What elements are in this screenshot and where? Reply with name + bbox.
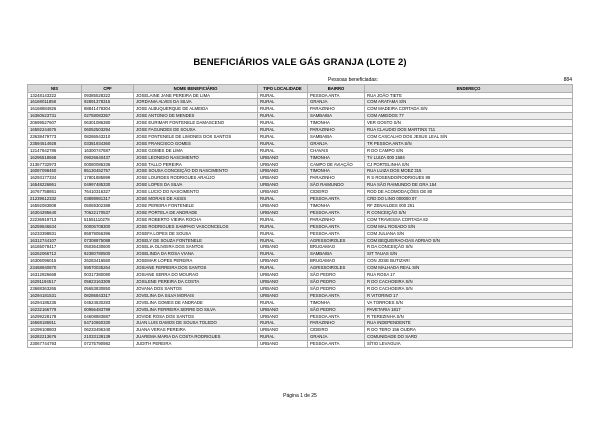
cell-cpf: 76410316327	[82, 189, 134, 196]
cell-endereco: SIT TAUAS S/N	[365, 251, 573, 258]
cell-cpf: 59570035264	[82, 265, 134, 272]
cell-bairro: PESSOA ANTA	[308, 341, 365, 348]
cell-nome: JOSIANE SERRA DO MOURAO	[134, 272, 258, 279]
cell-tipo-localidade: URBANO	[258, 161, 308, 168]
cell-endereco: ROD DE ACOMODAÇÕES DE 80	[365, 189, 573, 196]
cell-nis: 16296518568	[28, 154, 82, 161]
cell-endereco: VER GOSTO S/N	[365, 120, 573, 127]
cell-tipo-localidade: RURAL	[258, 299, 308, 306]
cell-cpf: 85130452757	[82, 168, 134, 175]
cell-bairro: PARAZINHO	[308, 175, 365, 182]
cell-cpf: 07308875088	[82, 237, 134, 244]
cell-tipo-localidade: URBANO	[258, 168, 308, 175]
table-row	[28, 327, 573, 334]
cell-nome: JOVANA DOS SANTOS	[134, 285, 258, 292]
cell-bairro: PARAZINHO	[308, 106, 365, 113]
cell-endereco: SÍTIO LEVAGUIA	[365, 341, 573, 348]
cell-nis: 12147842786	[28, 147, 82, 154]
cell-nome: JOSE ANTONIO DE MENDES	[134, 113, 258, 120]
cell-nome: JOSE RODRIGUES SAMPAIO VASCONCELOS	[134, 223, 258, 230]
cell-endereco: CJ PORTELINHA S/N	[365, 161, 573, 168]
cell-tipo-localidade: RURAL	[258, 216, 308, 223]
column-header-bairro: BAIRRO	[308, 85, 365, 93]
cell-bairro: SAMBAIBA	[308, 113, 365, 120]
cell-cpf: 06233496340	[82, 327, 134, 334]
cell-nome: JOSE SOUSA CONCEIÇÃO DO NASCIMENTO	[134, 168, 258, 175]
cell-nis: 16299108803	[28, 327, 82, 334]
cell-nome: JOVELINA DA SILVA MORAIS	[134, 292, 258, 299]
cell-tipo-localidade: RURAL	[258, 334, 308, 341]
cell-nome: JOSE LOPES DA SILVA	[134, 182, 258, 189]
cell-nis: 16767758851	[28, 189, 82, 196]
cell-bairro: SAMBAIBA	[308, 133, 365, 140]
cell-tipo-localidade: RURAL	[258, 223, 308, 230]
cell-nome: JOSEFA LOPES DE SOUSA	[134, 230, 258, 237]
table-row	[28, 292, 573, 299]
cell-tipo-localidade: RURAL	[258, 99, 308, 106]
table-row	[28, 168, 573, 175]
table-header-row	[28, 85, 573, 93]
cell-endereco: R S ROSENDO/RODRIGUES 89	[365, 175, 573, 182]
cell-nis: 16294181531	[28, 292, 82, 299]
table-row	[28, 251, 573, 258]
column-header-tipo-localidade: TIPO LOCALIDADE	[258, 85, 308, 93]
cell-tipo-localidade: URBANO	[258, 313, 308, 320]
cell-cpf: 07275790982	[82, 341, 134, 348]
cell-nis: 16087098450	[28, 168, 82, 175]
cell-endereco: R DO CAMPO S/N	[365, 147, 573, 154]
cell-cpf: 00317380080	[82, 272, 134, 279]
cell-nis: 13248143222	[28, 92, 82, 99]
cell-nis: 23468940870	[28, 265, 82, 272]
cell-tipo-localidade: URBANO	[258, 244, 308, 251]
cell-bairro: PARAZINHO	[308, 127, 365, 134]
cell-endereco: COM AMEIDOS 77	[365, 113, 573, 120]
cell-nome: JOSE EURIMAR FONTENELE DAMASCENO	[134, 120, 258, 127]
cell-nome: JOSELINDA DA ROSA VIANA	[134, 251, 258, 258]
cell-endereco: COM JULIANA S/N	[365, 230, 573, 237]
cell-cpf: 06052503294	[82, 127, 134, 134]
cell-tipo-localidade: URBANO	[258, 285, 308, 292]
cell-endereco: TR PESSOA ANTA S/N	[365, 140, 573, 147]
cell-bairro: TIMONHA	[308, 203, 365, 210]
cell-nome: JOSE TALLO PEREIRA	[134, 161, 258, 168]
cell-tipo-localidade: URBANO	[258, 306, 308, 313]
cell-bairro: AGRISSOIROLES	[308, 265, 365, 272]
cell-bairro: PESSOA ANTA	[308, 292, 365, 299]
cell-tipo-localidade: URBANO	[258, 182, 308, 189]
table-row	[28, 203, 573, 210]
cell-nome: JOSE ALBUQUERQUE DE ALMEIDA	[134, 106, 258, 113]
table-row	[28, 120, 573, 127]
table-body	[28, 92, 573, 348]
cell-cpf: 21033139139	[82, 334, 134, 341]
cell-nome: JOSELAINE JANE PEREIRA DE LIMA	[134, 92, 258, 99]
cell-cpf: 92380780500	[82, 251, 134, 258]
cell-cpf: 05036430600	[82, 244, 134, 251]
cell-cpf: 03898981317	[82, 196, 134, 203]
cell-nis: 16304295640	[28, 209, 82, 216]
cell-bairro: PARAZINHO	[308, 320, 365, 327]
cell-nis: 23638479773	[28, 133, 82, 140]
table-row	[28, 320, 573, 327]
cell-endereco: R DO CACHOEIRA S/N	[365, 285, 573, 292]
table-row	[28, 285, 573, 292]
cell-endereco: R DA CONCEIÇÃO S/N	[365, 244, 573, 251]
table-row	[28, 140, 573, 147]
cell-bairro: PESSOA ANTA	[308, 92, 365, 99]
cell-bairro: SÃO PEDRO	[308, 285, 365, 292]
cell-nome: JOSE FRANCISCO GOMES	[134, 140, 258, 147]
cell-nis: 16360623731	[28, 113, 82, 120]
cell-tipo-localidade: RURAL	[258, 106, 308, 113]
table-row	[28, 92, 573, 99]
cell-bairro: TIMONHA	[308, 120, 365, 127]
cell-nis: 16312744107	[28, 237, 82, 244]
cell-nome: JOSIANE FERREIRA DOS SANTOS	[134, 265, 258, 272]
cell-nis: 16262066712	[28, 251, 82, 258]
cell-endereco: RF ZENAILDES 000 251	[365, 203, 573, 210]
cell-nome: JOSE FONTENELE DE LIMONES DOS SANTOS	[134, 133, 258, 140]
cell-tipo-localidade: RURAL	[258, 320, 308, 327]
page-title: BENEFICIÁRIOS VALE GÁS GRANJA (LOTE 2)	[193, 57, 407, 68]
cell-nis: 16282213676	[28, 334, 82, 341]
cell-endereco: R DO CACHOEIRA S/N	[365, 278, 573, 285]
cell-cpf: 00080085336	[82, 161, 134, 168]
cell-tipo-localidade: RURAL	[258, 230, 308, 237]
table-row	[28, 127, 573, 134]
cell-endereco: RUA CLAUDIO DOS MARTINS 711	[365, 127, 573, 134]
cell-endereco: COM CASCALHO DOS JESUS LEAL S/N	[365, 133, 573, 140]
cell-bairro: GRANJA	[308, 99, 365, 106]
cell-endereco: R TEREZINHA S/N	[365, 313, 573, 320]
cell-endereco: COM MALHADA REAL S/N	[365, 265, 573, 272]
cell-nome: JOSE GOMES DE LIMA	[134, 147, 258, 154]
cell-nis: 16306096015	[28, 258, 82, 265]
cell-nis: 16168884826	[28, 106, 82, 113]
cell-tipo-localidade: URBANO	[258, 189, 308, 196]
cell-nome: JOSE PORTELA DE ANDRADE	[134, 209, 258, 216]
cell-tipo-localidade: URBANO	[258, 175, 308, 182]
cell-tipo-localidade: RURAL	[258, 127, 308, 134]
cell-nis: 16233398831	[28, 230, 82, 237]
cell-cpf: 06301086380	[82, 120, 134, 127]
cell-bairro: SÃO PEDRO	[308, 272, 365, 279]
cell-nome: JUANA VERAS PEREIRA	[134, 327, 258, 334]
cell-bairro: TIMONHA	[308, 299, 365, 306]
cell-nis: 23688363265	[28, 285, 82, 292]
column-header-nis: NIS	[28, 85, 82, 93]
cell-tipo-localidade: RURAL	[258, 133, 308, 140]
table-row	[28, 299, 573, 306]
cell-bairro: GRANJA	[308, 140, 365, 147]
table-row	[28, 265, 573, 272]
cell-cpf: 00006708300	[82, 223, 134, 230]
table-row	[28, 182, 573, 189]
cell-bairro: BRUGAMAO	[308, 244, 365, 251]
cell-tipo-localidade: RURAL	[258, 120, 308, 127]
cell-endereco: CRD DO LINO 000000 07	[365, 196, 573, 203]
cell-nis: 16299228178	[28, 313, 82, 320]
cell-tipo-localidade: URBANO	[258, 154, 308, 161]
cell-bairro: SÃO PEDRO	[308, 278, 365, 285]
cell-endereco: PAVETARIA 1817	[365, 306, 573, 313]
cell-endereco: R CONCEIÇÃO S/N	[365, 209, 573, 216]
cell-bairro: PESSOA ANTA	[308, 209, 365, 216]
table-row	[28, 133, 573, 140]
cell-bairro: BRUGAMAO	[308, 258, 365, 265]
cell-cpf: 85879056396	[82, 230, 134, 237]
cell-bairro: PARAZINHO	[308, 216, 365, 223]
cell-tipo-localidade: RURAL	[258, 140, 308, 147]
table-row	[28, 334, 573, 341]
cell-tipo-localidade: URBANO	[258, 272, 308, 279]
cell-nis: 16165078417	[28, 244, 82, 251]
cell-cpf: 09385528322	[82, 92, 134, 99]
table-row	[28, 196, 573, 203]
cell-cpf: 88841478304	[82, 106, 134, 113]
cell-bairro: GRANJA	[308, 334, 365, 341]
cell-cpf: 04608883887	[82, 313, 134, 320]
table-row	[28, 154, 573, 161]
cell-nis: 20699527607	[28, 120, 82, 127]
cell-cpf: 05823163309	[82, 278, 134, 285]
cell-bairro: PESSOA ANTA	[308, 196, 365, 203]
page-footer: Página 1 de 25	[283, 393, 317, 399]
cell-bairro: CHAVAIS	[308, 147, 365, 154]
cell-bairro: PESSOA ANTA	[308, 230, 365, 237]
cell-bairro: CIDEIRO	[308, 327, 365, 334]
cell-tipo-localidade: URBANO	[258, 278, 308, 285]
table-row	[28, 272, 573, 279]
cell-endereco: COM TRAVESSA CORTADA 82	[365, 216, 573, 223]
cell-cpf: 70622170537	[82, 209, 134, 216]
cell-endereco: COM MAL ROSADO S/N	[365, 223, 573, 230]
column-header-endereco: ENDEREÇO	[365, 85, 573, 93]
cell-nis: 16291194517	[28, 278, 82, 285]
cell-cpf: 17801885899	[82, 175, 134, 182]
cell-cpf: 05653830850	[82, 285, 134, 292]
cell-endereco: RUA SÃO RAIMUNDO DE GRA 154	[365, 182, 573, 189]
cell-tipo-localidade: URBANO	[258, 292, 308, 299]
cell-nis: 23594514928	[28, 140, 82, 147]
cell-bairro: CAMPO DE AVIAÇÃO	[308, 161, 365, 168]
cell-endereco: R VITORINO 17	[365, 292, 573, 299]
cell-nome: JOSELY DE SOUZA FONTENELE	[134, 237, 258, 244]
cell-endereco: RUA LUIZA DOS MOEZ 315	[365, 168, 573, 175]
cell-endereco: COM ARATAMA S/N	[365, 99, 573, 106]
cell-endereco: CON JOSE BUTIZARI	[365, 258, 573, 265]
cell-tipo-localidade: URBANO	[258, 327, 308, 334]
table-row	[28, 313, 573, 320]
cell-bairro: TIMONHA	[308, 168, 365, 175]
cell-endereco: COM BEQUEIRAO-DAS ADRIAO S/N	[365, 237, 573, 244]
table-row	[28, 147, 573, 154]
cell-bairro: PESSOA ANTA	[308, 313, 365, 320]
cell-tipo-localidade: RURAL	[258, 237, 308, 244]
cell-bairro: AGRISSOIROLES	[308, 237, 365, 244]
cell-bairro: CIDEIRO	[308, 189, 365, 196]
table-row	[28, 189, 573, 196]
cell-tipo-localidade: URBANO	[258, 341, 308, 348]
table-row	[28, 209, 573, 216]
beneficiaries-table	[27, 84, 573, 348]
cell-cpf: 51551110278	[82, 216, 134, 223]
table-row	[28, 258, 573, 265]
cell-tipo-localidade: RURAL	[258, 113, 308, 120]
cell-nis: 16259546634	[28, 223, 82, 230]
cell-nome: JUDITH PEREIRA	[134, 341, 258, 348]
table-row	[28, 244, 573, 251]
cell-tipo-localidade: RURAL	[258, 251, 308, 258]
cell-nome: JOVIDE ROSA DOS SANTOS	[134, 313, 258, 320]
cell-tipo-localidade: RURAL	[258, 196, 308, 203]
table-row	[28, 223, 573, 230]
cell-nome: JOSELIA OLIVEIRA DOS SANTOS	[134, 244, 258, 251]
cell-endereco: VA TORROES S/N	[365, 299, 573, 306]
cell-bairro: SAMBAIBA	[308, 251, 365, 258]
total-label: Pessoas beneficiadas:	[328, 77, 379, 83]
cell-cpf: 16300747687	[82, 147, 134, 154]
cell-nis: 21367732973	[28, 161, 82, 168]
cell-cpf: 09026640437	[82, 154, 134, 161]
cell-nis: 21239612332	[28, 196, 82, 203]
column-header-nome: NOME BENEFICIÁRIO	[134, 85, 258, 93]
cell-nome: JUAN LUIS DAMOS DE SOUSA TOLEDO	[134, 320, 258, 327]
cell-cpf: 08286843317	[82, 292, 134, 299]
cell-endereco: R DO TERO 156 OUDRA	[365, 327, 573, 334]
cell-tipo-localidade: RURAL	[258, 92, 308, 99]
cell-cpf: 02758083357	[82, 113, 134, 120]
cell-bairro: SÃO RAIMUNDO	[308, 182, 365, 189]
table-row	[28, 161, 573, 168]
cell-nome: JUAREMA MARIA DA COSTA RODRIGUES	[134, 334, 258, 341]
cell-endereco: RUA ROSA 17	[365, 272, 573, 279]
cell-nome: JOSE LUCIO DO NASCIMENTO	[134, 189, 258, 196]
cell-endereco: COMUNIDADE DO SARD	[365, 334, 573, 341]
cell-nome: JOVELINA GOMES DE ANDRADE	[134, 299, 258, 306]
cell-nome: JOSE LOURDES RODRIGUES ARAÚJO	[134, 175, 258, 182]
cell-nome: JOSE MORAIS DE ASSIS	[134, 196, 258, 203]
cell-nis: 16548226861	[28, 182, 82, 189]
cell-tipo-localidade: URBANO	[258, 258, 308, 265]
cell-nis: 16592244675	[28, 127, 82, 134]
cell-endereco: TV LUIZA 000 1684	[365, 154, 573, 161]
table-row	[28, 230, 573, 237]
cell-nome: JOSILENE PEREIRA DA COSTA	[134, 278, 258, 285]
cell-cpf: 92891378315	[82, 99, 134, 106]
cell-nome: JOSE LEONIDIO NASCIMENTO	[134, 154, 258, 161]
cell-nome: JOVELINA FERREIRA SERRE DO SILVA	[134, 306, 258, 313]
cell-bairro: PESSOA ANTA	[308, 223, 365, 230]
cell-cpf: 00956483799	[82, 306, 134, 313]
cell-nis: 16232166779	[28, 306, 82, 313]
cell-endereco: COM MADEIRA CORTADA S/N	[365, 106, 573, 113]
cell-cpf: 05069302388	[82, 203, 134, 210]
cell-endereco: RUA JOÃO TIETE	[365, 92, 573, 99]
cell-nome: JORDANIA ALVES DA SILVA	[134, 99, 258, 106]
total-value: 884	[563, 77, 572, 83]
cell-nome: JOSE ROBERTO VIEIRA ROCHA	[134, 216, 258, 223]
cell-endereco: RUA INDEPENDENTE	[365, 320, 573, 327]
cell-cpf: 26283416550	[82, 258, 134, 265]
cell-nis: 23067744793	[28, 341, 82, 348]
cell-bairro: SÃO PEDRO	[308, 306, 365, 313]
cell-cpf: 54710650330	[82, 320, 134, 327]
column-header-cpf: CPF	[82, 85, 134, 93]
table-row	[28, 278, 573, 285]
cell-bairro: TIMONHA	[308, 154, 365, 161]
cell-nis: 16168011858	[28, 99, 82, 106]
table-row	[28, 106, 573, 113]
cell-nis: 22236919713	[28, 216, 82, 223]
cell-nome: JOSE FAGUNDES DE SOUSA	[134, 127, 258, 134]
cell-tipo-localidade: URBANO	[258, 209, 308, 216]
cell-nome: JOSE PEREIRA FONTENELE	[134, 203, 258, 210]
cell-tipo-localidade: RURAL	[258, 147, 308, 154]
cell-cpf: 03381934360	[82, 140, 134, 147]
cell-cpf: 08286543210	[82, 133, 134, 140]
table-row	[28, 175, 573, 182]
cell-nis: 16294186235	[28, 299, 82, 306]
cell-nis: 16568186911	[28, 320, 82, 327]
cell-nome: JOSEMAR LOPES PEREIRA	[134, 258, 258, 265]
cell-nis: 16293177334	[28, 175, 82, 182]
cell-tipo-localidade: URBANO	[258, 203, 308, 210]
cell-nis: 16312926668	[28, 272, 82, 279]
table-row	[28, 306, 573, 313]
cell-tipo-localidade: RURAL	[258, 265, 308, 272]
cell-cpf: 04997485330	[82, 182, 134, 189]
table-row	[28, 113, 573, 120]
cell-cpf: 04524530283	[82, 299, 134, 306]
table-row	[28, 216, 573, 223]
table-row	[28, 237, 573, 244]
table-row	[28, 341, 573, 348]
table-row	[28, 99, 573, 106]
cell-nis: 16592083808	[28, 203, 82, 210]
